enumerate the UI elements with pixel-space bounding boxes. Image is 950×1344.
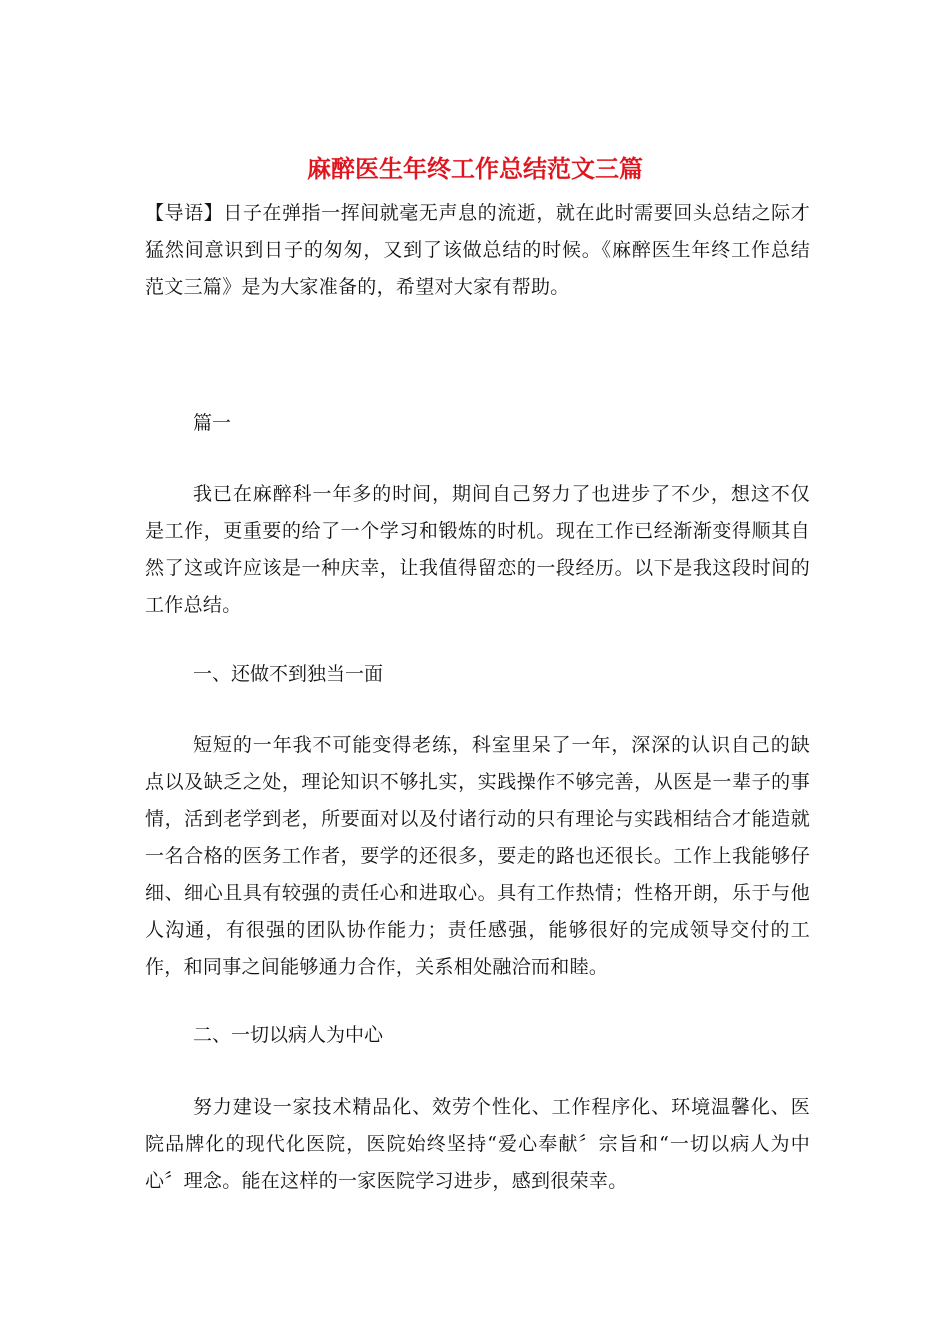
body-paragraph-3: 努力建设一家技术精品化、效劳个性化、工作程序化、环境温馨化、医院品牌化的现代化医院，医院始终坚持“爱心奉献〞宗旨和“一切以病人为中心〞理念。能在这样的一家医院学习进步，感到很荣幸。 [145, 1096, 810, 1192]
body-paragraph-2: 短短的一年我不可能变得老练，科室里呆了一年，深深的认识自己的缺点以及缺乏之处，理论知识不够扎实，实践操作不够完善，从医是一辈子的事情，活到老学到老，所要面对以及付诸行动的只有理论与实践相结合才能造就一名合格的医务工作者，要学的还很多，要走的路也还很长。工作上我能够仔细、细心且具有较强的责任心和进取心。具有工作热情；性格开朗，乐于与他人沟通，有很强的团队协作能力；责任感强，能够很好的完成领导交付的工作，和同事之间能够通力合作，关系相处融洽而和睦。 [145, 734, 810, 978]
document-title: 麻醉医生年终工作总结范文三篇 [307, 154, 643, 183]
intro-paragraph: 【导语】日子在弹指一挥间就毫无声息的流逝，就在此时需要回头总结之际才猛然间意识到日子的匆匆，又到了该做总结的时候。《麻醉医生年终工作总结范文三篇》是为大家准备的，希望对大家有帮助。 [145, 202, 810, 298]
section-heading-1: 一、还做不到独当一面 [193, 663, 384, 685]
section-heading-2: 二、一切以病人为中心 [193, 1024, 384, 1046]
body-paragraph-1: 我已在麻醉科一年多的时间，期间自己努力了也进步了不少，想这不仅是工作，更重要的给了一个学习和锻炼的时机。现在工作已经渐渐变得顺其自然了这或许应该是一种庆幸，让我值得留恋的一段经历。以下是我这段时间的工作总结。 [145, 483, 810, 616]
section-label: 篇一 [193, 412, 232, 434]
